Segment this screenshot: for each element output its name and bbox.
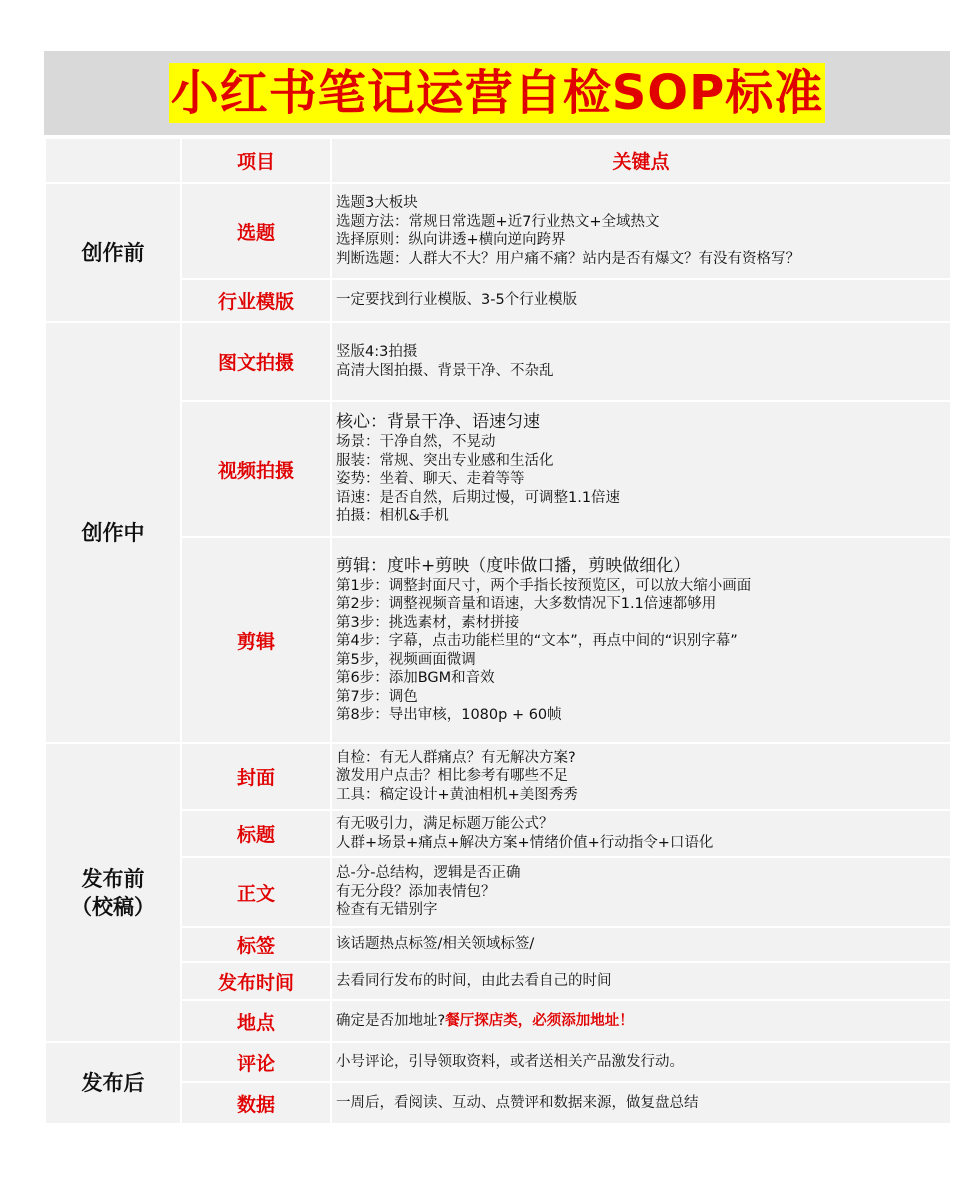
stage-publish [45,743,181,1042]
key-line: 去看同行发布的时间，由此去看自己的时间 [336,972,612,989]
key-line [336,1012,946,1031]
page-title: 小红书笔记运营自检SOP标准 [170,65,824,121]
key-line: 一定要找到行业模版、3-5个行业模版 [336,292,578,309]
item-cell: 地点 [181,1000,331,1042]
key-line: 第3步：挑选素材，素材拼接 [336,614,520,631]
key-line: 第6步：添加BGM和音效 [336,670,495,686]
key-points-cell [331,1000,951,1042]
item-cell: 封面 [181,743,331,810]
key-line: 拍摄：相机&手机 [336,508,449,525]
key-points-cell [331,279,951,322]
highlight-note: 餐厅探店类，必须添加地址！ [445,1012,634,1029]
key-points-cell [331,810,951,857]
key-line: 人群+场景+痛点+解决方案+情绪价值+行动指令+口语化 [336,834,714,851]
header-row [45,138,951,183]
key-line: 场景：干净自然，不晃动 [336,434,496,451]
table-row [45,743,951,810]
item-cell: 行业模版 [181,279,331,322]
item-cell: 视频拍摄 [181,401,331,537]
sop-sheet [44,51,950,1125]
key-line: 核心：背景干净、语速匀速 [336,412,540,433]
stage-publish-title: 发布前 [81,866,145,891]
table-row [45,183,951,279]
key-points-cell [331,857,951,927]
key-line: 激发用户点击？相比参考有哪些不足 [336,768,568,785]
item-cell: 发布时间 [181,962,331,1000]
item-cell: 标签 [181,927,331,962]
key-line: 自检：有无人群痛点？有无解决方案? [336,749,576,766]
key-line: 有无分段？添加表情包？ [336,883,496,900]
key-text: 确定是否加地址? [336,1012,446,1029]
stage-publish-subtitle: （校稿） [71,894,155,919]
table-row [45,401,951,537]
stage-before: 创作前 [45,183,181,322]
key-points-cell [331,962,951,1000]
table-row [45,857,951,927]
table-row [45,279,951,322]
stage-during: 创作中 [45,322,181,743]
key-points-cell [331,743,951,810]
key-line: 竖版4:3拍摄 [336,344,418,360]
key-line: 服装：常规、突出专业感和生活化 [336,452,554,469]
key-line: 第5步，视频画面微调 [336,651,476,668]
key-line: 选题方法：常规日常选题+近7行业热文+全域热文 [336,213,660,230]
key-line: 第2步：调整视频音量和语速，大多数情况下1.1倍速都够用 [336,596,717,612]
item-cell: 标题 [181,810,331,857]
key-line: 小号评论，引导领取资料，或者送相关产品激发行动。 [336,1053,684,1070]
item-cell: 选题 [181,183,331,279]
key-line: 选择原则：纵向讲透+横向逆向跨界 [336,232,566,248]
item-cell: 正文 [181,857,331,927]
key-line: 语速：是否自然，后期过慢，可调整1.1倍速 [336,489,621,506]
item-cell: 图文拍摄 [181,322,331,401]
table-row [45,927,951,962]
key-line: 检查有无错别字 [336,902,438,919]
key-line: 有无吸引力，满足标题万能公式？ [336,816,554,832]
header-stage-cell [45,138,181,183]
key-points-cell [331,927,951,962]
table-row [45,810,951,857]
sop-table [44,137,952,1125]
key-line: 第4步：字幕，点击功能栏里的“文本”，再点中间的“识别字幕” [336,633,738,649]
header-item: 项目 [181,138,331,183]
header-key-points: 关键点 [331,138,951,183]
table-row [45,1042,951,1082]
key-points-cell [331,322,951,401]
table-row [45,537,951,743]
title-bar [44,51,950,137]
key-line: 选题3大板块 [336,195,418,211]
key-line: 第1步：调整封面尺寸，两个手指长按预览区，可以放大缩小画面 [336,577,752,594]
item-cell: 剪辑 [181,537,331,743]
key-line: 总-分-总结构，逻辑是否正确 [336,865,521,882]
table-row [45,962,951,1000]
key-line: 第8步：导出审核，1080p + 60帧 [336,707,562,723]
item-cell: 评论 [181,1042,331,1082]
stage-after: 发布后 [45,1042,181,1124]
key-line: 工具：稿定设计+黄油相机+美图秀秀 [336,786,578,803]
key-points-cell [331,1042,951,1082]
key-line: 第7步：调色 [336,688,418,705]
key-line: 剪辑：度咔+剪映（度咔做口播，剪映做细化） [336,555,691,576]
key-line: 该话题热点标签/相关领域标签/ [336,936,535,953]
item-cell: 数据 [181,1082,331,1124]
key-points-cell [331,401,951,537]
table-row [45,1082,951,1124]
key-line: 姿势：坐着、聊天、走着等等 [336,471,525,488]
key-points-cell [331,1082,951,1124]
key-points-cell [331,537,951,743]
table-row [45,1000,951,1042]
key-line: 判断选题：人群大不大？用户痛不痛？站内是否有爆文？有没有资格写？ [336,250,800,267]
table-row [45,322,951,401]
key-points-cell [331,183,951,279]
key-line: 高清大图拍摄、背景干净、不杂乱 [336,362,554,379]
key-line: 一周后，看阅读、互动、点赞评和数据来源，做复盘总结 [336,1094,699,1111]
